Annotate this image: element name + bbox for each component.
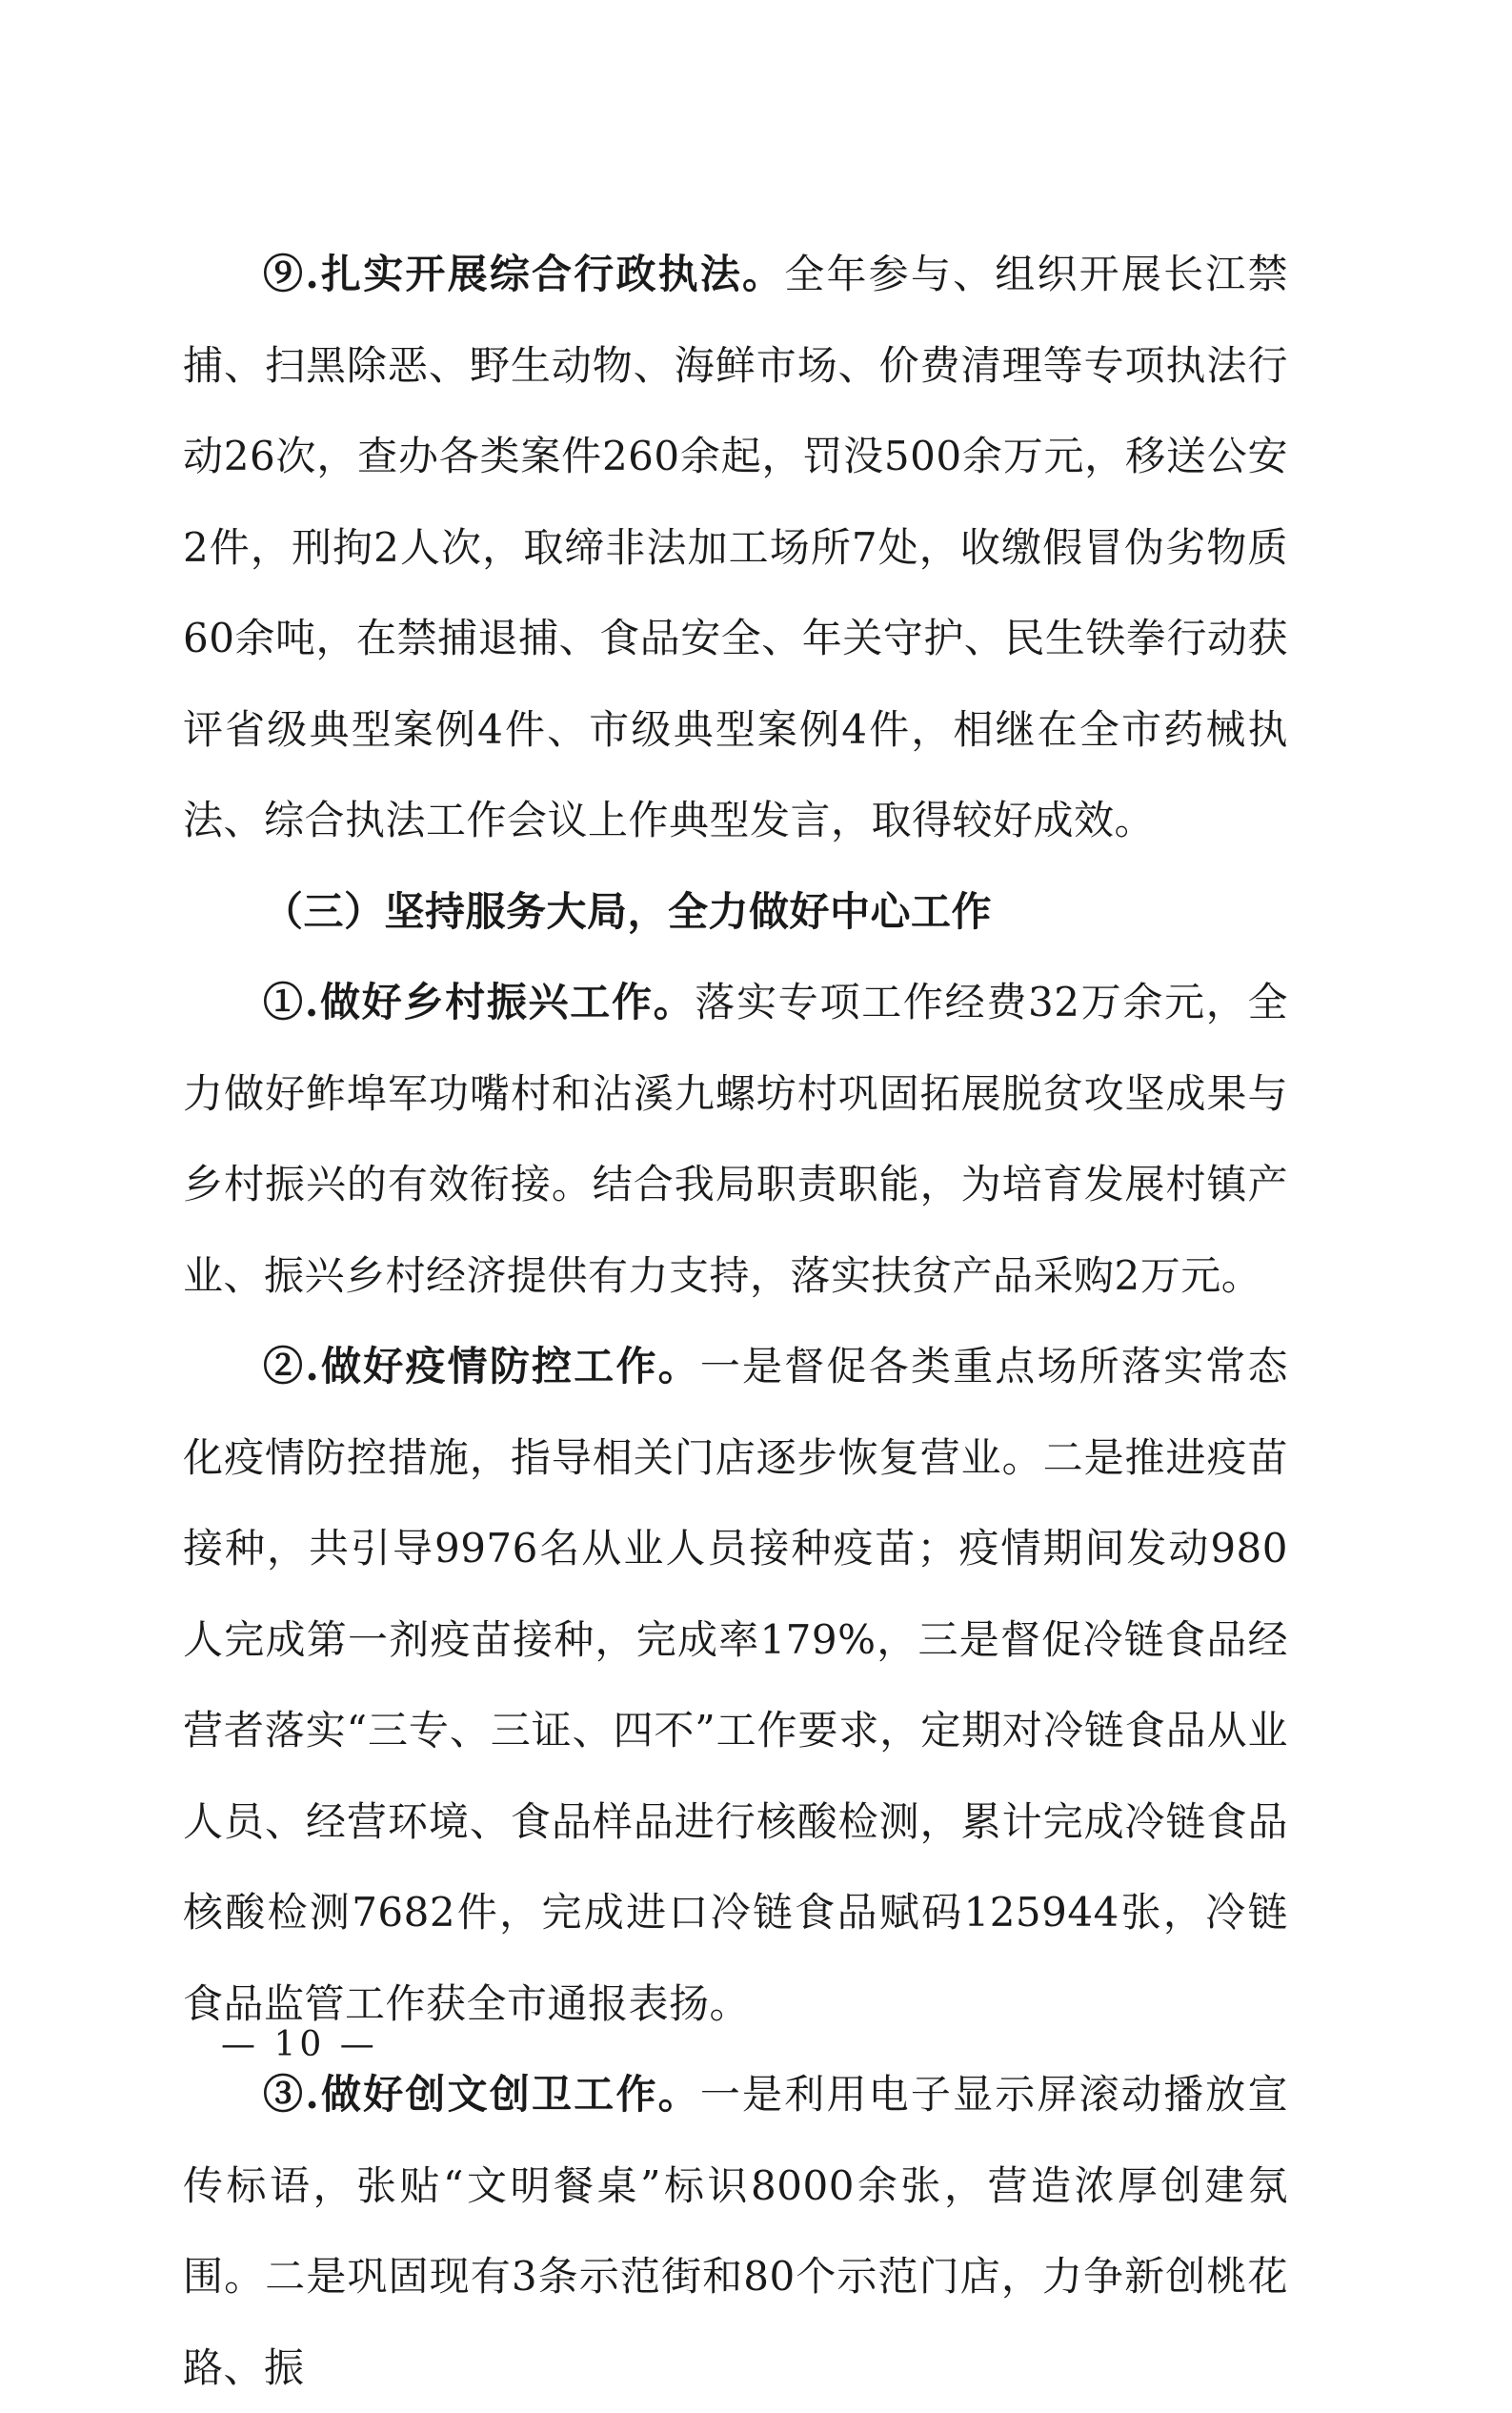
- paragraph-lead: ③.做好创文创卫工作。: [263, 2071, 700, 2118]
- body-text: [183, 229, 1288, 2413]
- paragraph-body: 落实专项工作经费32万余元，全力做好鲊埠军功嘴村和沾溪九螺坊村巩固拓展脱贫攻坚成果与乡村振兴的有效衔接。结合我局职责职能，为培育发展村镇产业、振兴乡村经济提供有力支持，落实扶贫产品采购2万元。: [183, 979, 1289, 1299]
- paragraph-lead: ⑨.扎实开展综合行政执法。: [263, 251, 785, 297]
- paragraph-lead: ①.做好乡村振兴工作。: [263, 979, 696, 1025]
- section-heading: （三）坚持服务大局，全力做好中心工作: [263, 887, 993, 935]
- paragraph-rural-revitalization: [183, 957, 1288, 1321]
- page-number: — 10 —: [221, 2025, 378, 2064]
- paragraph-lead: ②.做好疫情防控工作。: [263, 1343, 700, 1389]
- paragraph-body: 一是利用电子显示屏滚动播放宣传标语，张贴“文明餐桌”标识8000余张，营造浓厚创建氛围。二是巩固现有3条示范街和80个示范门店，力争新创桃花路、振: [183, 2071, 1288, 2391]
- paragraph-law-enforcement: [183, 229, 1288, 866]
- paragraph-body: 全年参与、组织开展长江禁捕、扫黑除恶、野生动物、海鲜市场、价费清理等专项执法行动26次，查办各类案件260余起，罚没500余万元，移送公安2件，刑拘2人次，取缔非法加工场所7处，收缴假冒伪劣物质60余吨，在禁捕退捕、食品安全、年关守护、民生铁拳行动获评省级典型案例4件、市级典型案例4件，相继在全市药械执法、综合执法工作会议上作典型发言，取得较好成效。: [183, 251, 1288, 843]
- paragraph-epidemic-control: [183, 1321, 1288, 2049]
- paragraph-body: 一是督促各类重点场所落实常态化疫情防控措施，指导相关门店逐步恢复营业。二是推进疫苗接种，共引导9976名从业人员接种疫苗；疫情期间发动980人完成第一剂疫苗接种，完成率179%，三是督促冷链食品经营者落实“三专、三证、四不”工作要求，定期对冷链食品从业人员、经营环境、食品样品进行核酸检测，累计完成冷链食品核酸检测7682件，完成进口冷链食品赋码125944张，冷链食品监管工作获全市通报表扬。: [183, 1343, 1288, 2027]
- paragraph-civilization-hygiene: [183, 2049, 1288, 2413]
